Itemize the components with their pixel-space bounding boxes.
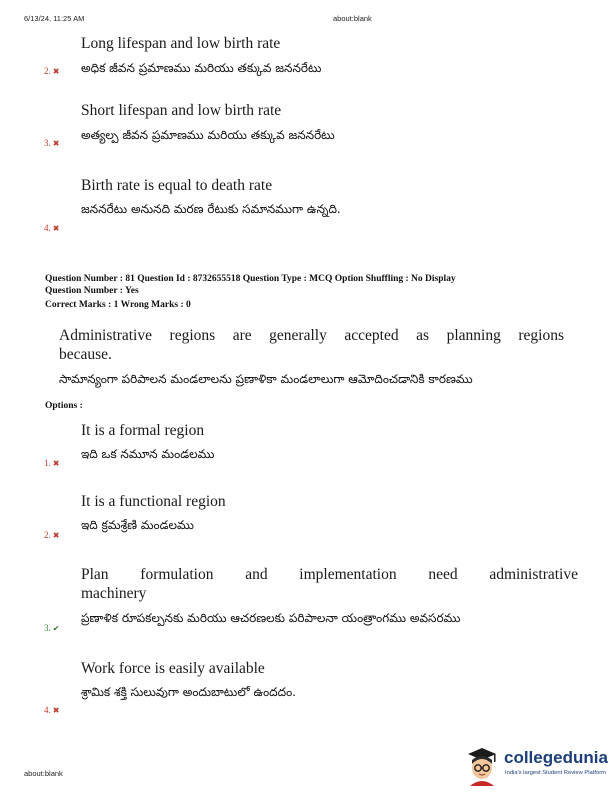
option-text-en: It is a functional region [81, 493, 226, 510]
correct-check-icon: ✔ [52, 624, 60, 633]
student-mascot-icon [464, 746, 500, 786]
wrong-mark-icon: ✖ [52, 139, 60, 148]
print-footer-url: about:blank [24, 769, 63, 778]
option-number: 1. ✖ [44, 458, 60, 468]
wrong-mark-icon: ✖ [52, 459, 60, 468]
brand-tagline: India's largest Student Review Platform [505, 770, 606, 776]
option-number: 4. ✖ [44, 705, 60, 715]
collegedunia-logo [464, 744, 612, 788]
question-text-te: సామాన్యంగా పరిపాలన మండలాలను ప్రణాళికా మండలాలుగా ఆమోదించడానికి కారణము [59, 372, 473, 386]
wrong-mark-icon: ✖ [52, 531, 60, 540]
question-text-en: Administrative regions are generally accepted as planning regions because. [59, 327, 564, 363]
option-number: 2. ✖ [44, 530, 60, 540]
option-text-en: It is a formal region [81, 422, 205, 439]
option-text-en: Long lifespan and low birth rate [81, 35, 281, 52]
option-text-te: ప్రణాళిక రూపకల్పనకు మరియు ఆచరణలకు పరిపాలనా యంత్రాంగము అవసరము [81, 611, 461, 625]
option-number: 3. ✔ [44, 623, 60, 633]
option-text-te: ఇది ఒక నమూన మండలము [81, 447, 215, 461]
wrong-mark-icon: ✖ [52, 224, 60, 233]
option-number: 2. ✖ [44, 66, 60, 76]
wrong-mark-icon: ✖ [52, 706, 60, 715]
brand-name: collegedunia [504, 748, 608, 767]
wrong-mark-icon: ✖ [52, 67, 60, 76]
option-text-te: జననరేటు అనునది మరణ రేటుకు సమానముగా ఉన్నది. [81, 202, 341, 216]
option-text-en: Birth rate is equal to death rate [81, 177, 273, 194]
question-meta-line3: Correct Marks : 1 Wrong Marks : 0 [45, 300, 191, 310]
question-meta-line1: Question Number : 81 Question Id : 8732655518 Question Type : MCQ Option Shuffling : No Display [45, 274, 456, 284]
option-text-en-line2: machinery [81, 585, 147, 602]
options-label: Options : [45, 401, 83, 411]
print-page-title: about:blank [333, 14, 372, 23]
option-text-te: శ్రామిక శక్తి సులువుగా అందుబాటులో ఉందదం. [81, 685, 296, 699]
option-text-te: అత్యల్ప జీవన ప్రమాణము మరియు తక్కువ జననరేటు [81, 128, 335, 142]
option-text-en-line1: Plan formulation and implementation need administrative [81, 566, 578, 583]
option-text-en: Work force is easily available [81, 660, 265, 677]
print-datetime: 6/13/24, 11:25 AM [24, 14, 85, 23]
option-text-te: అధిక జీవన ప్రమాణము మరియు తక్కువ జననరేటు [81, 61, 322, 75]
option-number: 4. ✖ [44, 223, 60, 233]
option-number: 3. ✖ [44, 138, 60, 148]
option-text-te: ఇది క్రమశ్రేణి మండలము [81, 518, 194, 532]
question-meta-line2: Question Number : Yes [45, 286, 139, 296]
option-text-en: Short lifespan and low birth rate [81, 102, 282, 119]
